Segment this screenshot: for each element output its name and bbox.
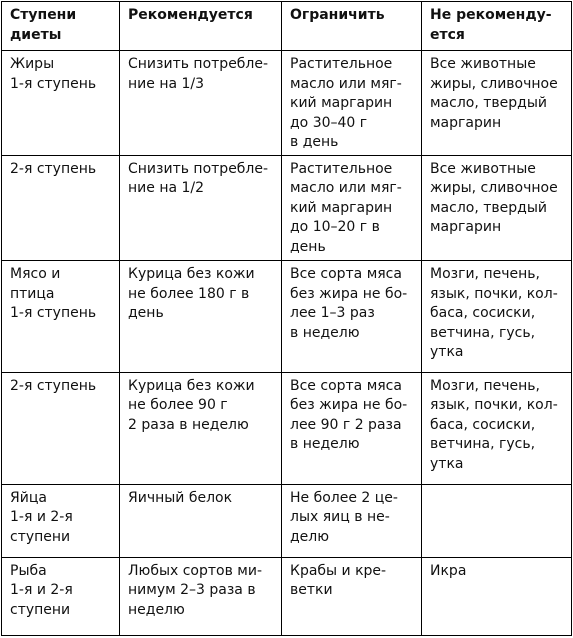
- diet-table: [1, 1, 572, 636]
- cell-stage: Яйца 1-я и 2-я ступени: [2, 484, 120, 557]
- cell-recommended: Курица без кожи не более 180 г в день: [120, 261, 282, 373]
- cell-not-recommended: Все животные жиры, сливочное масло, твердый маргарин: [422, 155, 572, 261]
- table-row-meat-stage-2: [2, 372, 572, 484]
- cell-not-recommended: Мозги, печень, язык, почки, кол- баса, сосиски, ветчина, гусь, утка: [422, 261, 572, 373]
- cell-recommended: Снизить потребле- ние на 1/2: [120, 155, 282, 261]
- table-row-fats-stage-1: [2, 51, 572, 156]
- cell-not-recommended: Икра: [422, 557, 572, 635]
- cell-not-recommended: [422, 484, 572, 557]
- cell-stage: Мясо и птица 1-я ступень: [2, 261, 120, 373]
- cell-stage: 2-я ступень: [2, 372, 120, 484]
- cell-stage: Жиры 1-я ступень: [2, 51, 120, 156]
- cell-limit: Крабы и кре- ветки: [282, 557, 422, 635]
- cell-limit: Все сорта мяса без жира не бо- лее 90 г 2 раза в неделю: [282, 372, 422, 484]
- table-row-fats-stage-2: [2, 155, 572, 261]
- header-limit: Ограничить: [282, 2, 422, 51]
- table-row-eggs: [2, 484, 572, 557]
- header-not-recommended: Не рекоменду- ется: [422, 2, 572, 51]
- cell-recommended: Яичный белок: [120, 484, 282, 557]
- cell-stage: Рыба 1-я и 2-я ступени: [2, 557, 120, 635]
- cell-stage: 2-я ступень: [2, 155, 120, 261]
- table-row-fish: [2, 557, 572, 635]
- cell-limit: Растительное масло или мяг- кий маргарин до 10–20 г в день: [282, 155, 422, 261]
- cell-recommended: Курица без кожи не более 90 г 2 раза в неделю: [120, 372, 282, 484]
- header-row: [2, 2, 572, 51]
- cell-recommended: Любых сортов ми- нимум 2–3 раза в неделю: [120, 557, 282, 635]
- cell-limit: Все сорта мяса без жира не бо- лее 1–3 раз в неделю: [282, 261, 422, 373]
- header-recommended: Рекомендуется: [120, 2, 282, 51]
- cell-limit: Растительное масло или мяг- кий маргарин до 30–40 г в день: [282, 51, 422, 156]
- cell-recommended: Снизить потребле- ние на 1/3: [120, 51, 282, 156]
- cell-not-recommended: Мозги, печень, язык, почки, кол- баса, сосиски, ветчина, гусь, утка: [422, 372, 572, 484]
- table-row-meat-stage-1: [2, 261, 572, 373]
- cell-limit: Не более 2 це- лых яиц в не- делю: [282, 484, 422, 557]
- cell-not-recommended: Все животные жиры, сливочное масло, твердый маргарин: [422, 51, 572, 156]
- header-diet-stages: Ступени диеты: [2, 2, 120, 51]
